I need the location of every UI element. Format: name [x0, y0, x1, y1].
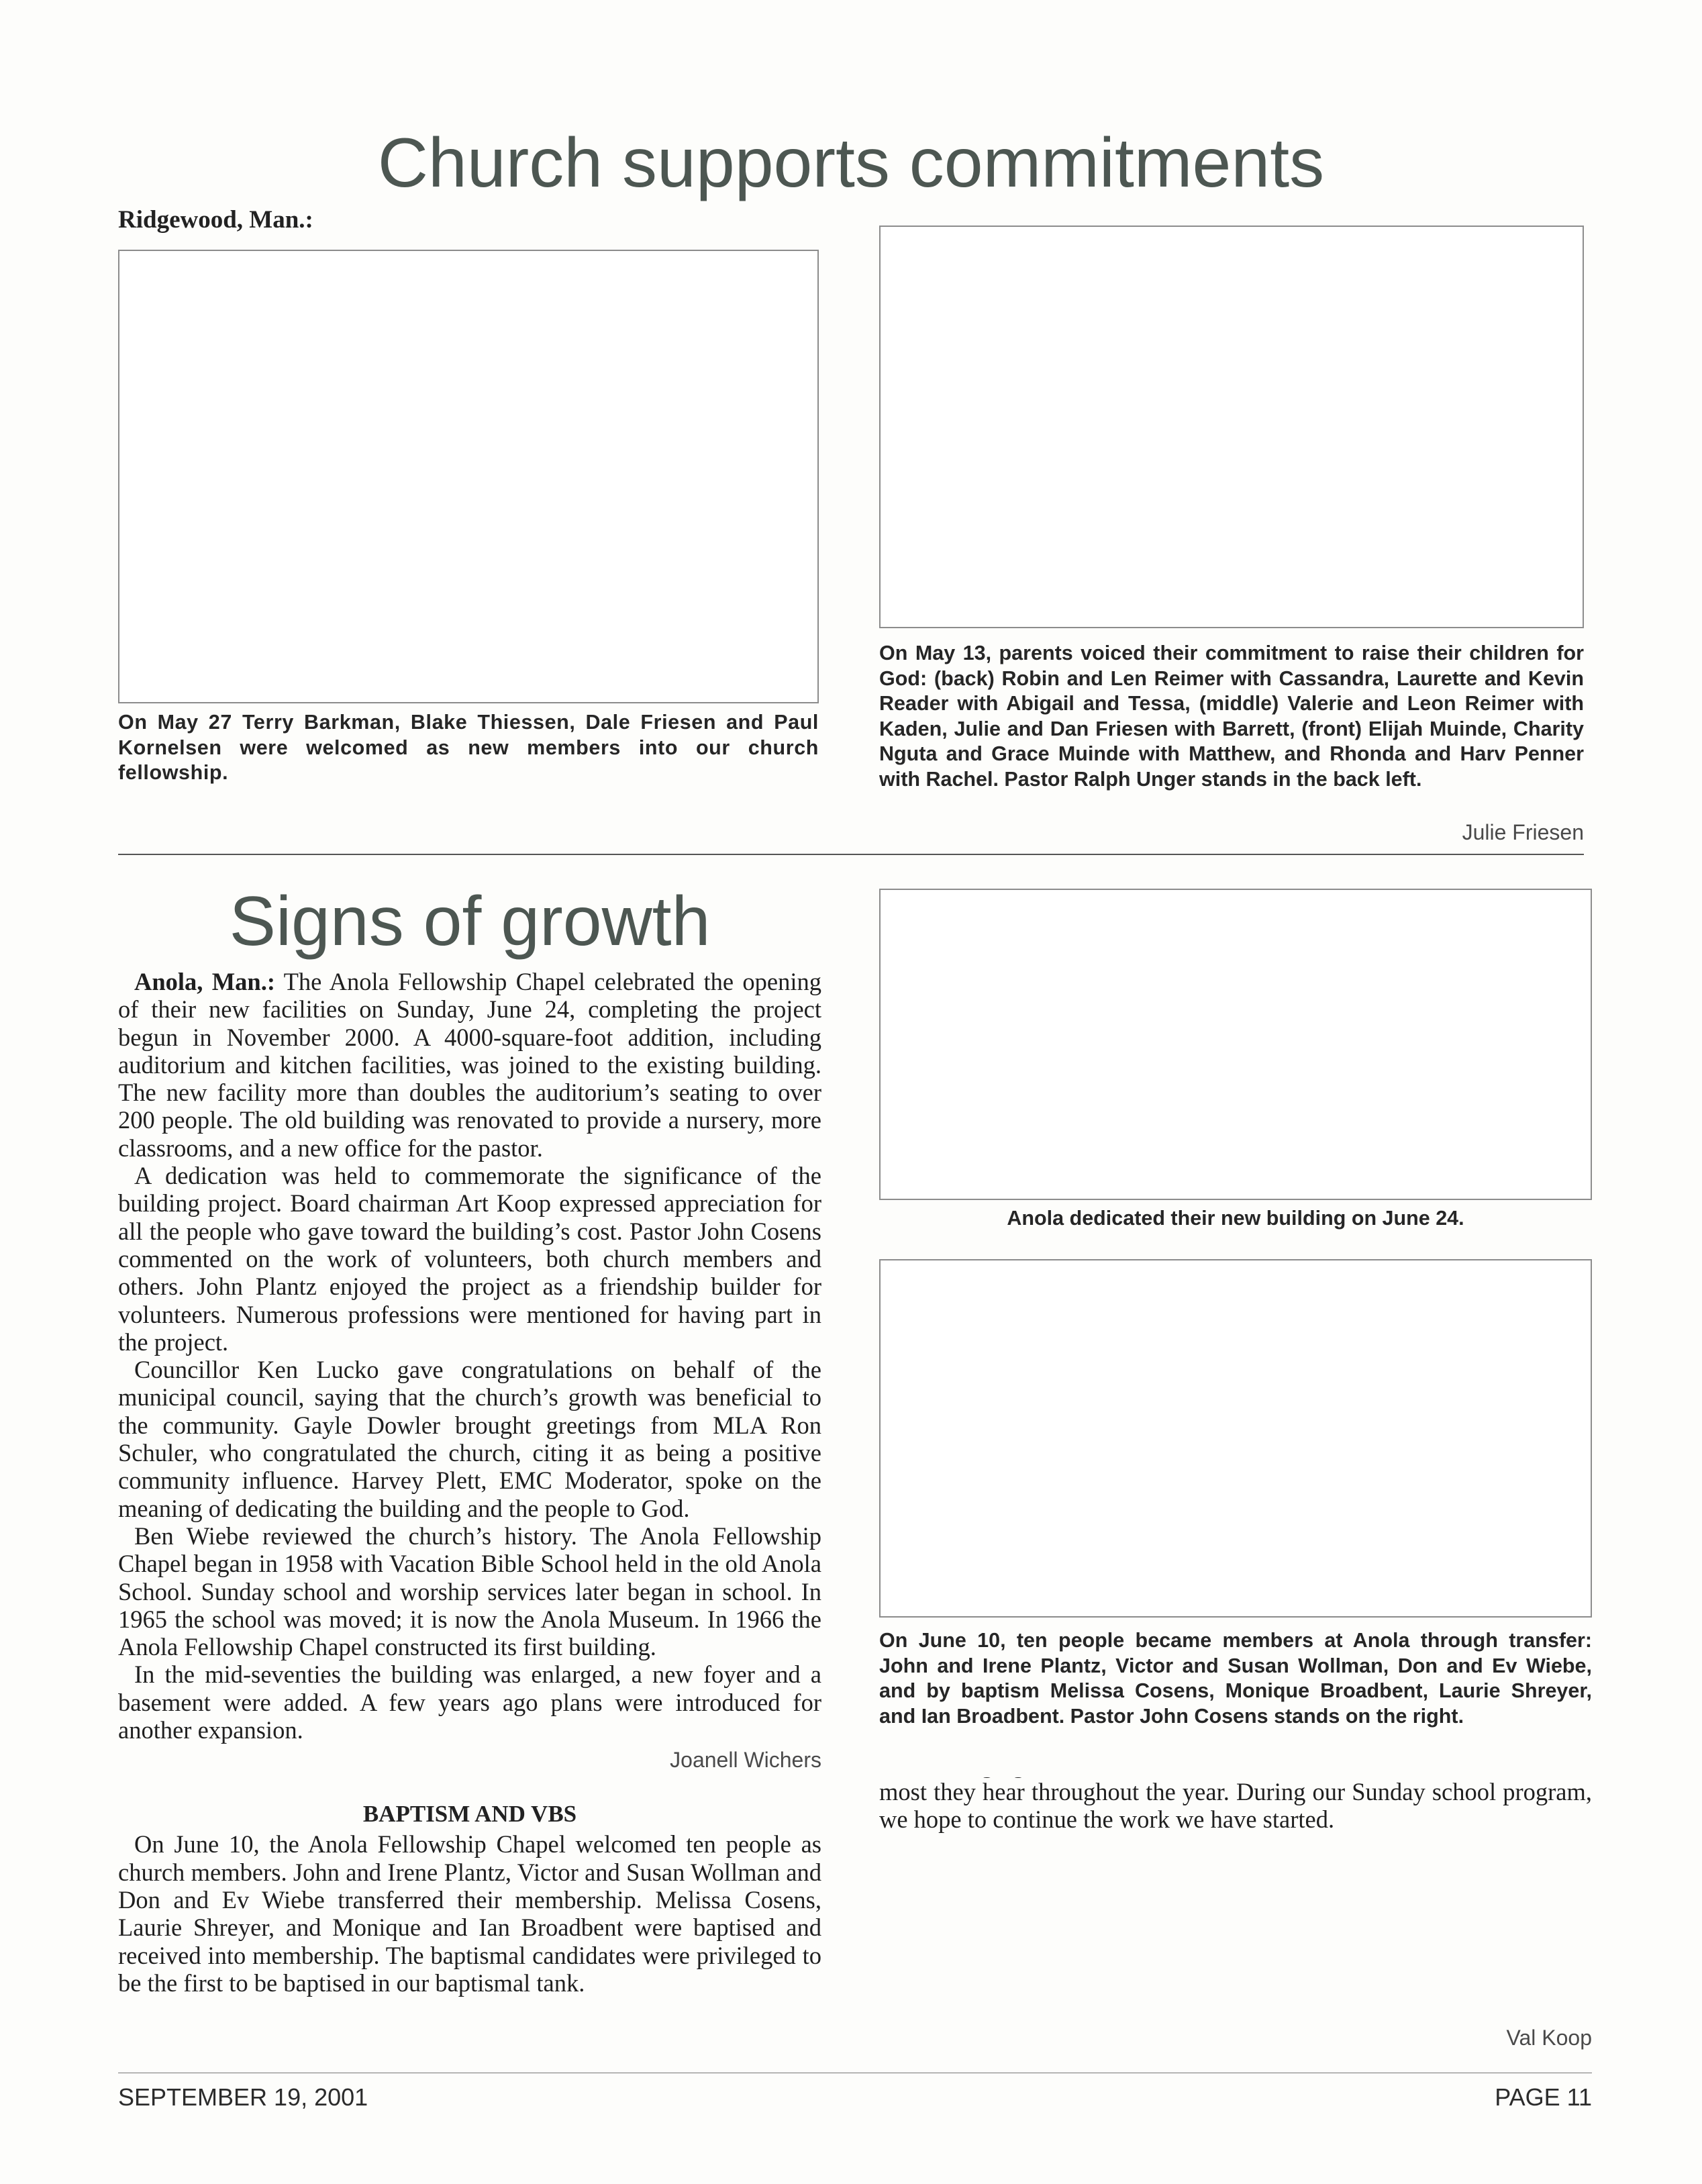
article-paragraph: Councillor Ken Lucko gave congratulations on behalf of the municipal council, saying that the church’s growth was beneficial to the community. Gayle Dowler brought greetings from MLA Ron Schuler, who congratulated the church, citing it as being a positive community influence. Harvey Plett, EMC Moderator, spoke on the meaning of dedicating the building and the people to God. [118, 1356, 821, 1522]
headline-church-supports-commitments: Church supports commitments [377, 124, 1325, 202]
dateline-anola: Anola, Man.: [134, 968, 275, 995]
dateline-ridgewood: Ridgewood, Man.: [118, 206, 313, 234]
photo-anola-new-building [879, 889, 1592, 1200]
credit-julie-friesen: Julie Friesen [1462, 820, 1584, 844]
caption-anola-new-members: On June 10, ten people became members at Anola through transfer: John and Irene Plantz, Victor and Susan Wollman, Don and Ev Wiebe, and by baptism Melissa Cosens, Monique Broadbent, Laurie Shreyer, and Ian Broadbent. Pastor John Cosens stands on the right. [879, 1629, 1592, 1728]
headline-signs-of-growth: Signs of growth [229, 883, 711, 960]
section-divider [118, 854, 1584, 855]
subhead-baptism-and-vbs: BAPTISM AND VBS [362, 1801, 577, 1828]
article-paragraph: In the mid-seventies the building was enlarged, a new foyer and a basement were added. A few years ago plans were introduced for another expansion. [118, 1660, 821, 1744]
footer-page-number: PAGE 11 [1495, 2083, 1592, 2111]
credit-joanell-wichers: Joanell Wichers [670, 1748, 821, 1773]
photo-new-members-ridgewood [118, 250, 819, 703]
credit-val-koop: Val Koop [1506, 2026, 1592, 2050]
article-paragraph: Ben Wiebe reviewed the church’s history. The Anola Fellowship Chapel began in 1958 with Vacation Bible School held in the old Anola School. Sunday school and worship services later began in school. In 1965 the school was moved; it is now the Anola Museum. In 1966 the Anola Fellowship Chapel constructed its first building. [118, 1522, 821, 1661]
article-body-left-column [118, 968, 821, 2107]
article-paragraph [118, 968, 821, 1162]
article-paragraph-text: The Anola Fellowship Chapel celebrated the opening of their new facilities on Sunday, June 24, completing the project begun in November 2000. A 4000-square-foot addition, including auditorium and kitchen facilities, was joined to the existing building. The new facility more than doubles the auditorium’s seating to over 200 people. The old building was renovated to provide a nursery, more classrooms, and a new office for the pastor. [118, 968, 821, 1162]
article-paragraph: most they hear throughout the year. During our Sunday school program, we hope to continue the work we have started. [879, 1777, 1592, 1834]
baptism-column-right [879, 1777, 1592, 2038]
caption-anola-new-building: Anola dedicated their new building on June 24. [1007, 1207, 1464, 1230]
photo-anola-new-members [879, 1259, 1592, 1618]
caption-parent-dedication: On May 13, parents voiced their commitment to raise their children for God: (back) Robin and Len Reimer with Cassandra, Laurette and Kevin Reader with Abigail and Tessa, (middle) Valerie and Leon Reimer with Kaden, Julie and Dan Friesen with Barrett, (front) Elijah Muinde, Charity Nguta and Grace Muinde with Matthew, and Rhonda and Harv Penner with Rachel. Pastor Ralph Unger stands in the back left. [879, 642, 1584, 791]
photo-parent-dedication [879, 226, 1584, 628]
footer-date: SEPTEMBER 19, 2001 [118, 2083, 368, 2111]
baptism-continuation [879, 1777, 1592, 1834]
caption-new-members-ridgewood: On May 27 Terry Barkman, Blake Thiessen, Dale Friesen and Paul Kornelsen were welcomed as new members into our church fellowship. [118, 711, 819, 784]
baptism-column-left [118, 1830, 821, 2107]
article-paragraph: A dedication was held to commemorate the significance of the building project. Board chairman Art Koop expressed appreciation for all the people who gave toward the building’s cost. Pastor John Cosens commented on the work of volunteers, both church members and others. John Plantz enjoyed the project as a friendship builder for volunteers. Numerous professions were mentioned for having part in the project. [118, 1162, 821, 1356]
article-paragraph: On June 10, the Anola Fellowship Chapel welcomed ten people as church members. John and Irene Plantz, Victor and Susan Wollman and Don and Ev Wiebe transferred their membership. Melissa Cosens, Laurie Shreyer, and Monique and Ian Broadbent were baptised and received into membership. The baptismal candidates were privileged to be the first to be baptised in our baptismal tank. [118, 1830, 821, 1997]
